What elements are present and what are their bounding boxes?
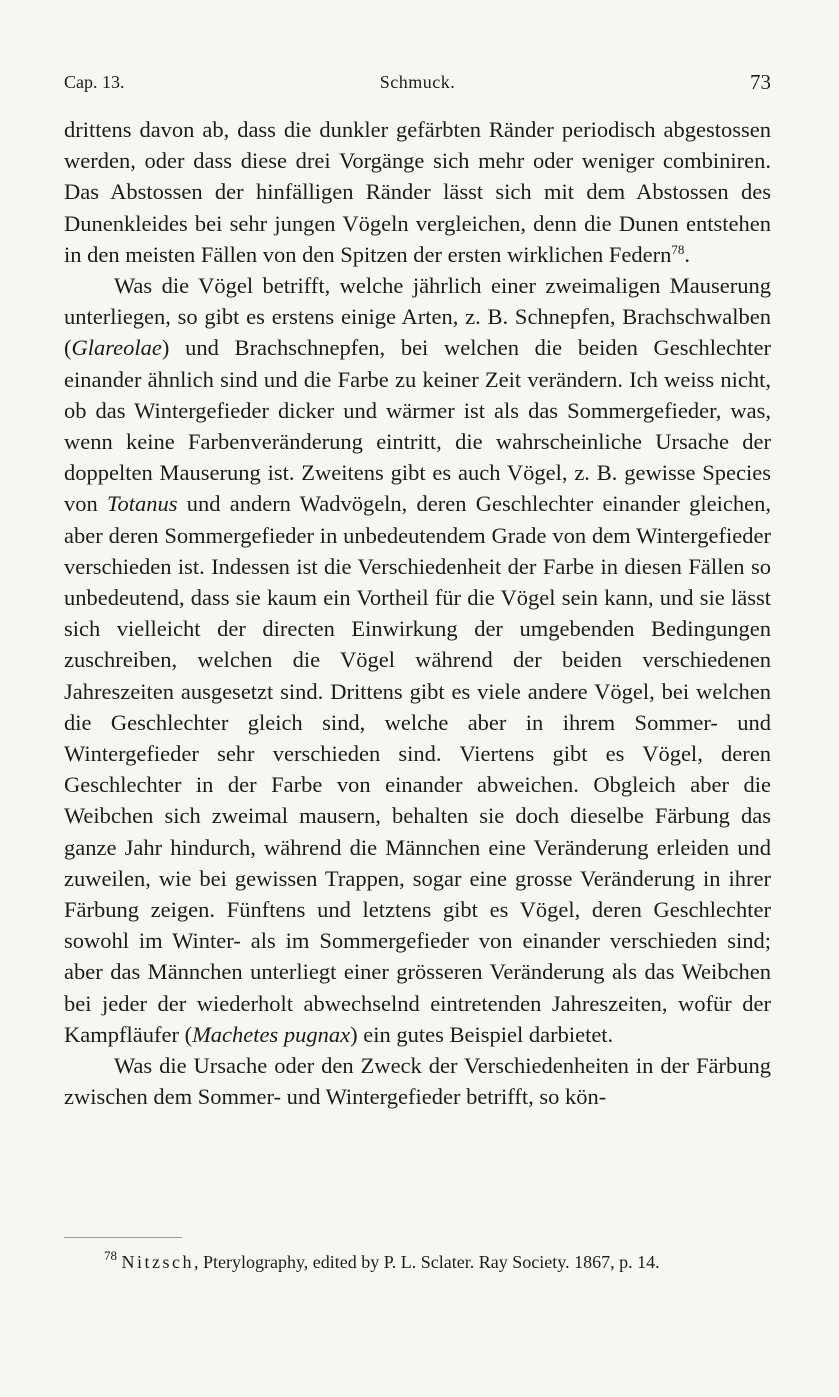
paragraph-1 xyxy=(64,114,771,270)
footnote-author: Nitzsch xyxy=(121,1252,194,1272)
footnote-78 xyxy=(64,1249,771,1276)
paragraph-1-end: . xyxy=(684,241,690,267)
footnote-marker: 78 xyxy=(104,1248,117,1263)
footnote-reference-78[interactable]: 78 xyxy=(671,241,685,257)
paragraph-3 xyxy=(64,1050,771,1112)
footnote-divider xyxy=(64,1237,182,1238)
paragraph-2-text-a: Was die Vögel betrifft, welche jährlich einer zweimaligen Mauserung unterliegen, so gibt es erstens einige Arten, z. B. Schnepfen, Brachschwalben ( xyxy=(64,273,771,361)
running-title: Schmuck. xyxy=(379,72,456,92)
paragraph-2-text-c: und andern Wadvögeln, deren Geschlechter einander gleichen, aber deren Sommergefieder in unbedeutendem Grade von dem Wintergefieder verschieden ist. Indessen ist die Verschiedenheit der Farbe in diesen Fällen so unbedeutend, dass sie kaum ein Vortheil für die Vögel sein kann, und sie lässt sich vielleicht der directen Einwirkung der umgebenden Bedingungen zuschreiben, welchen die Vögel während der beiden verschiedenen Jahreszeiten ausgesetzt sind. Drittens gibt es viele andere Vögel, bei welchen die Geschlechter gleich sind, welche aber in ihrem Sommer- und Wintergefieder sehr verschieden sind. Viertens gibt es Vögel, deren Geschlechter in der Farbe von einander abweichen. Obgleich aber die Weibchen sich zweimal mausern, behalten sie doch dieselbe Färbung das ganze Jahr hindurch, während die Männchen eine Veränderung erleiden und zuweilen, wie bei gewissen Trappen, sogar eine grosse Veränderung in ihrer Färbung zeigen. Fünftens und letztens gibt es Vögel, deren Geschlechter sowohl im Winter- als im Sommergefieder von einander verschieden sind; aber das Männchen unterliegt einer grösseren Veränderung als das Weibchen bei jeder der wiederholt abwechselnd eintretenden Jahreszeiten, wofür der Kampfläufer ( xyxy=(64,491,771,1047)
page-number: 73 xyxy=(750,70,771,94)
taxon-machetes-pugnax: Machetes pugnax xyxy=(192,1021,351,1047)
taxon-glareolae: Glareolae xyxy=(71,335,162,361)
paragraph-2 xyxy=(64,270,771,1050)
paragraph-1-text: drittens davon ab, dass die dunkler gefärbten Ränder periodisch abgestossen werden, oder dass diese drei Vorgänge sich mehr oder weniger combiniren. Das Abstossen der hinfälligen Ränder lässt sich mit dem Abstossen des Dunenkleides bei sehr jungen Vögeln vergleichen, denn die Dunen entstehen in den meisten Fällen von den Spitzen der ersten wirklichen Federn xyxy=(64,117,771,267)
taxon-totanus: Totanus xyxy=(107,491,178,517)
paragraph-2-text-d: ) ein gutes Beispiel darbietet. xyxy=(350,1021,614,1047)
chapter-label: Cap. 13. xyxy=(64,72,125,92)
footnote-citation: , Pterylography, edited by P. L. Sclater. Ray Society. 1867, p. 14. xyxy=(193,1252,660,1272)
body-text xyxy=(64,114,771,1113)
running-header xyxy=(64,70,771,100)
paragraph-3-text: Was die Ursache oder den Zweck der Verschiedenheiten in der Färbung zwischen dem Sommer- und Wintergefieder betrifft, so kön- xyxy=(64,1053,771,1110)
paragraph-2-text-b: ) und Brachschnepfen, bei welchen die beiden Geschlechter einander ähnlich sind und die Farbe zu keiner Zeit verändern. Ich weiss nicht, ob das Wintergefieder dicker und wärmer ist als das Sommergefieder, was, wenn keine Farbenveränderung eintritt, die wahrscheinliche Ursache der doppelten Mauserung ist. Zweitens gibt es auch Vögel, z. B. gewisse Species von xyxy=(64,335,771,517)
footnote-text xyxy=(64,1249,771,1276)
